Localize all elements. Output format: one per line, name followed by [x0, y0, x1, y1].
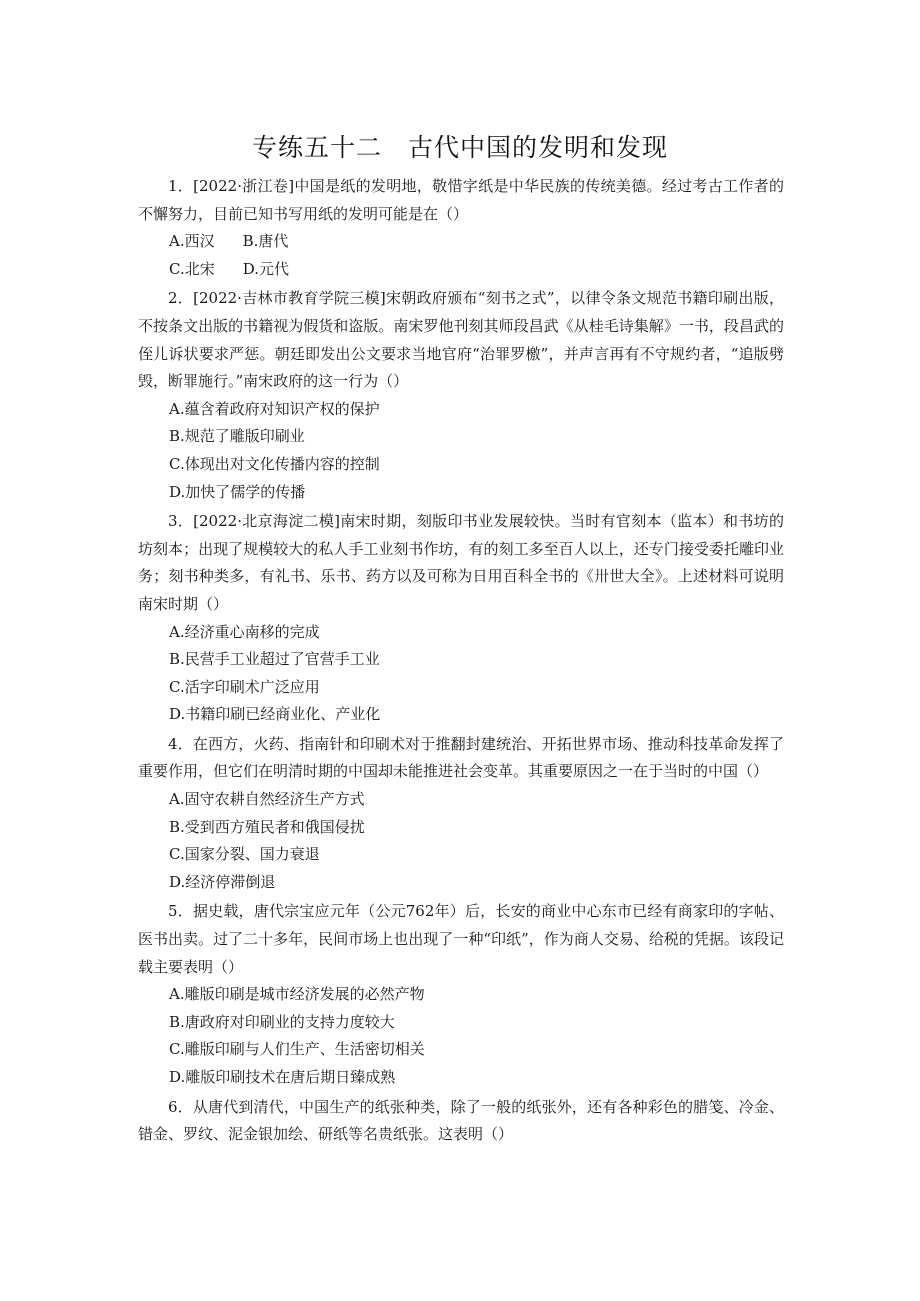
question-2 [138, 285, 784, 506]
question-stem: 5．据史载，唐代宗宝应元年（公元762年）后，长安的商业中心东市已经有商家印的字帖、医书出卖。过了二十多年，民间市场上也出现了一种“印纸”，作为商人交易、给税的凭据。该段记载主要表明（） [138, 902, 784, 976]
option-d: D.雕版印刷技术在唐后期日臻成熟 [169, 1068, 396, 1086]
option-b: B.唐代 [242, 232, 289, 251]
question-stem: 4．在西方，火药、指南针和印刷术对于推翻封建统治、开拓世界市场、推动科技革命发挥了重要作用，但它们在明清时期的中国却未能推进社会变革。其重要原因之一在于当时的中国（） [138, 734, 784, 781]
question-5 [138, 898, 784, 1091]
question-6 [138, 1094, 784, 1149]
option-a: A.西汉 [169, 232, 215, 251]
option-d: D.经济停滞倒退 [169, 872, 276, 891]
option-b: B.唐政府对印刷业的支持力度较大 [169, 1012, 395, 1031]
page-title: 专练五十二 古代中国的发明和发现 [251, 133, 668, 162]
option-d: D.书籍印刷已经商业化、产业化 [169, 705, 381, 724]
question-stem: 3．[2022·北京海淀二模]南宋时期，刻版印书业发展较快。当时有官刻本（监本）和书坊的坊刻本；出现了规模较大的私人手工业刻书作坊，有的刻工多至百人以上，还专门接受委托雕印业务；刻书种类多，有礼书、乐书、药方以及可称为日用百科全书的《卅世大全》。上述材料可说明南宋时期（） [138, 512, 784, 613]
option-a: A.经济重心南移的完成 [169, 622, 320, 641]
question-stem: 2．[2022·吉林市教育学院三模]宋朝政府颁布“刻书之式”，以律令条文规范书籍印刷出版，不按条文出版的书籍视为假货和盗版。南宋罗他刊刻其师段昌武《从桂毛诗集解》一书，段昌武的侄儿诉状要求严惩。朝廷即发出公文要求当地官府“治罪罗檄”，并声言再有不守规约者，“追版劈毁，断罪施行。”南宋政府的这一行为（） [138, 289, 784, 391]
option-c: C.雕版印刷与人们生产、生活密切相关 [169, 1040, 425, 1059]
option-a: A.固守农耕自然经济生产方式 [169, 790, 365, 809]
question-1 [138, 173, 784, 283]
question-stem: 6．从唐代到清代，中国生产的纸张种类，除了一般的纸张外，还有各种彩色的腊笺、冷金、错金、罗纹、泥金银加绘、研纸等名贵纸张。这表明（） [138, 1097, 784, 1144]
option-c: C.活字印刷术广泛应用 [169, 677, 320, 696]
question-stem: 1．[2022·浙江卷]中国是纸的发明地，敬惜字纸是中华民族的传统美德。经过考古工作者的不懈努力，目前已知书写用纸的发明可能是在（） [138, 177, 784, 223]
option-row [138, 228, 784, 256]
option-c: C.体现出对文化传播内容的控制 [169, 454, 380, 473]
option-a: A.蕴含着政府对知识产权的保护 [169, 399, 380, 418]
option-d: D.加快了儒学的传播 [169, 482, 306, 501]
option-c: C.北宋 [169, 259, 215, 278]
option-a: A.雕版印刷是城市经济发展的必然产物 [169, 985, 425, 1004]
option-d: D.元代 [242, 259, 289, 278]
option-row [138, 256, 784, 284]
option-b: B.规范了雕版印刷业 [169, 427, 305, 446]
option-c: C.国家分裂、国力衰退 [169, 845, 320, 864]
question-4 [138, 731, 784, 897]
option-b: B.民营手工业超过了官营手工业 [169, 650, 380, 669]
question-3 [138, 508, 784, 729]
question-list [138, 173, 784, 1149]
option-b: B.受到西方殖民者和俄国侵扰 [169, 817, 365, 836]
